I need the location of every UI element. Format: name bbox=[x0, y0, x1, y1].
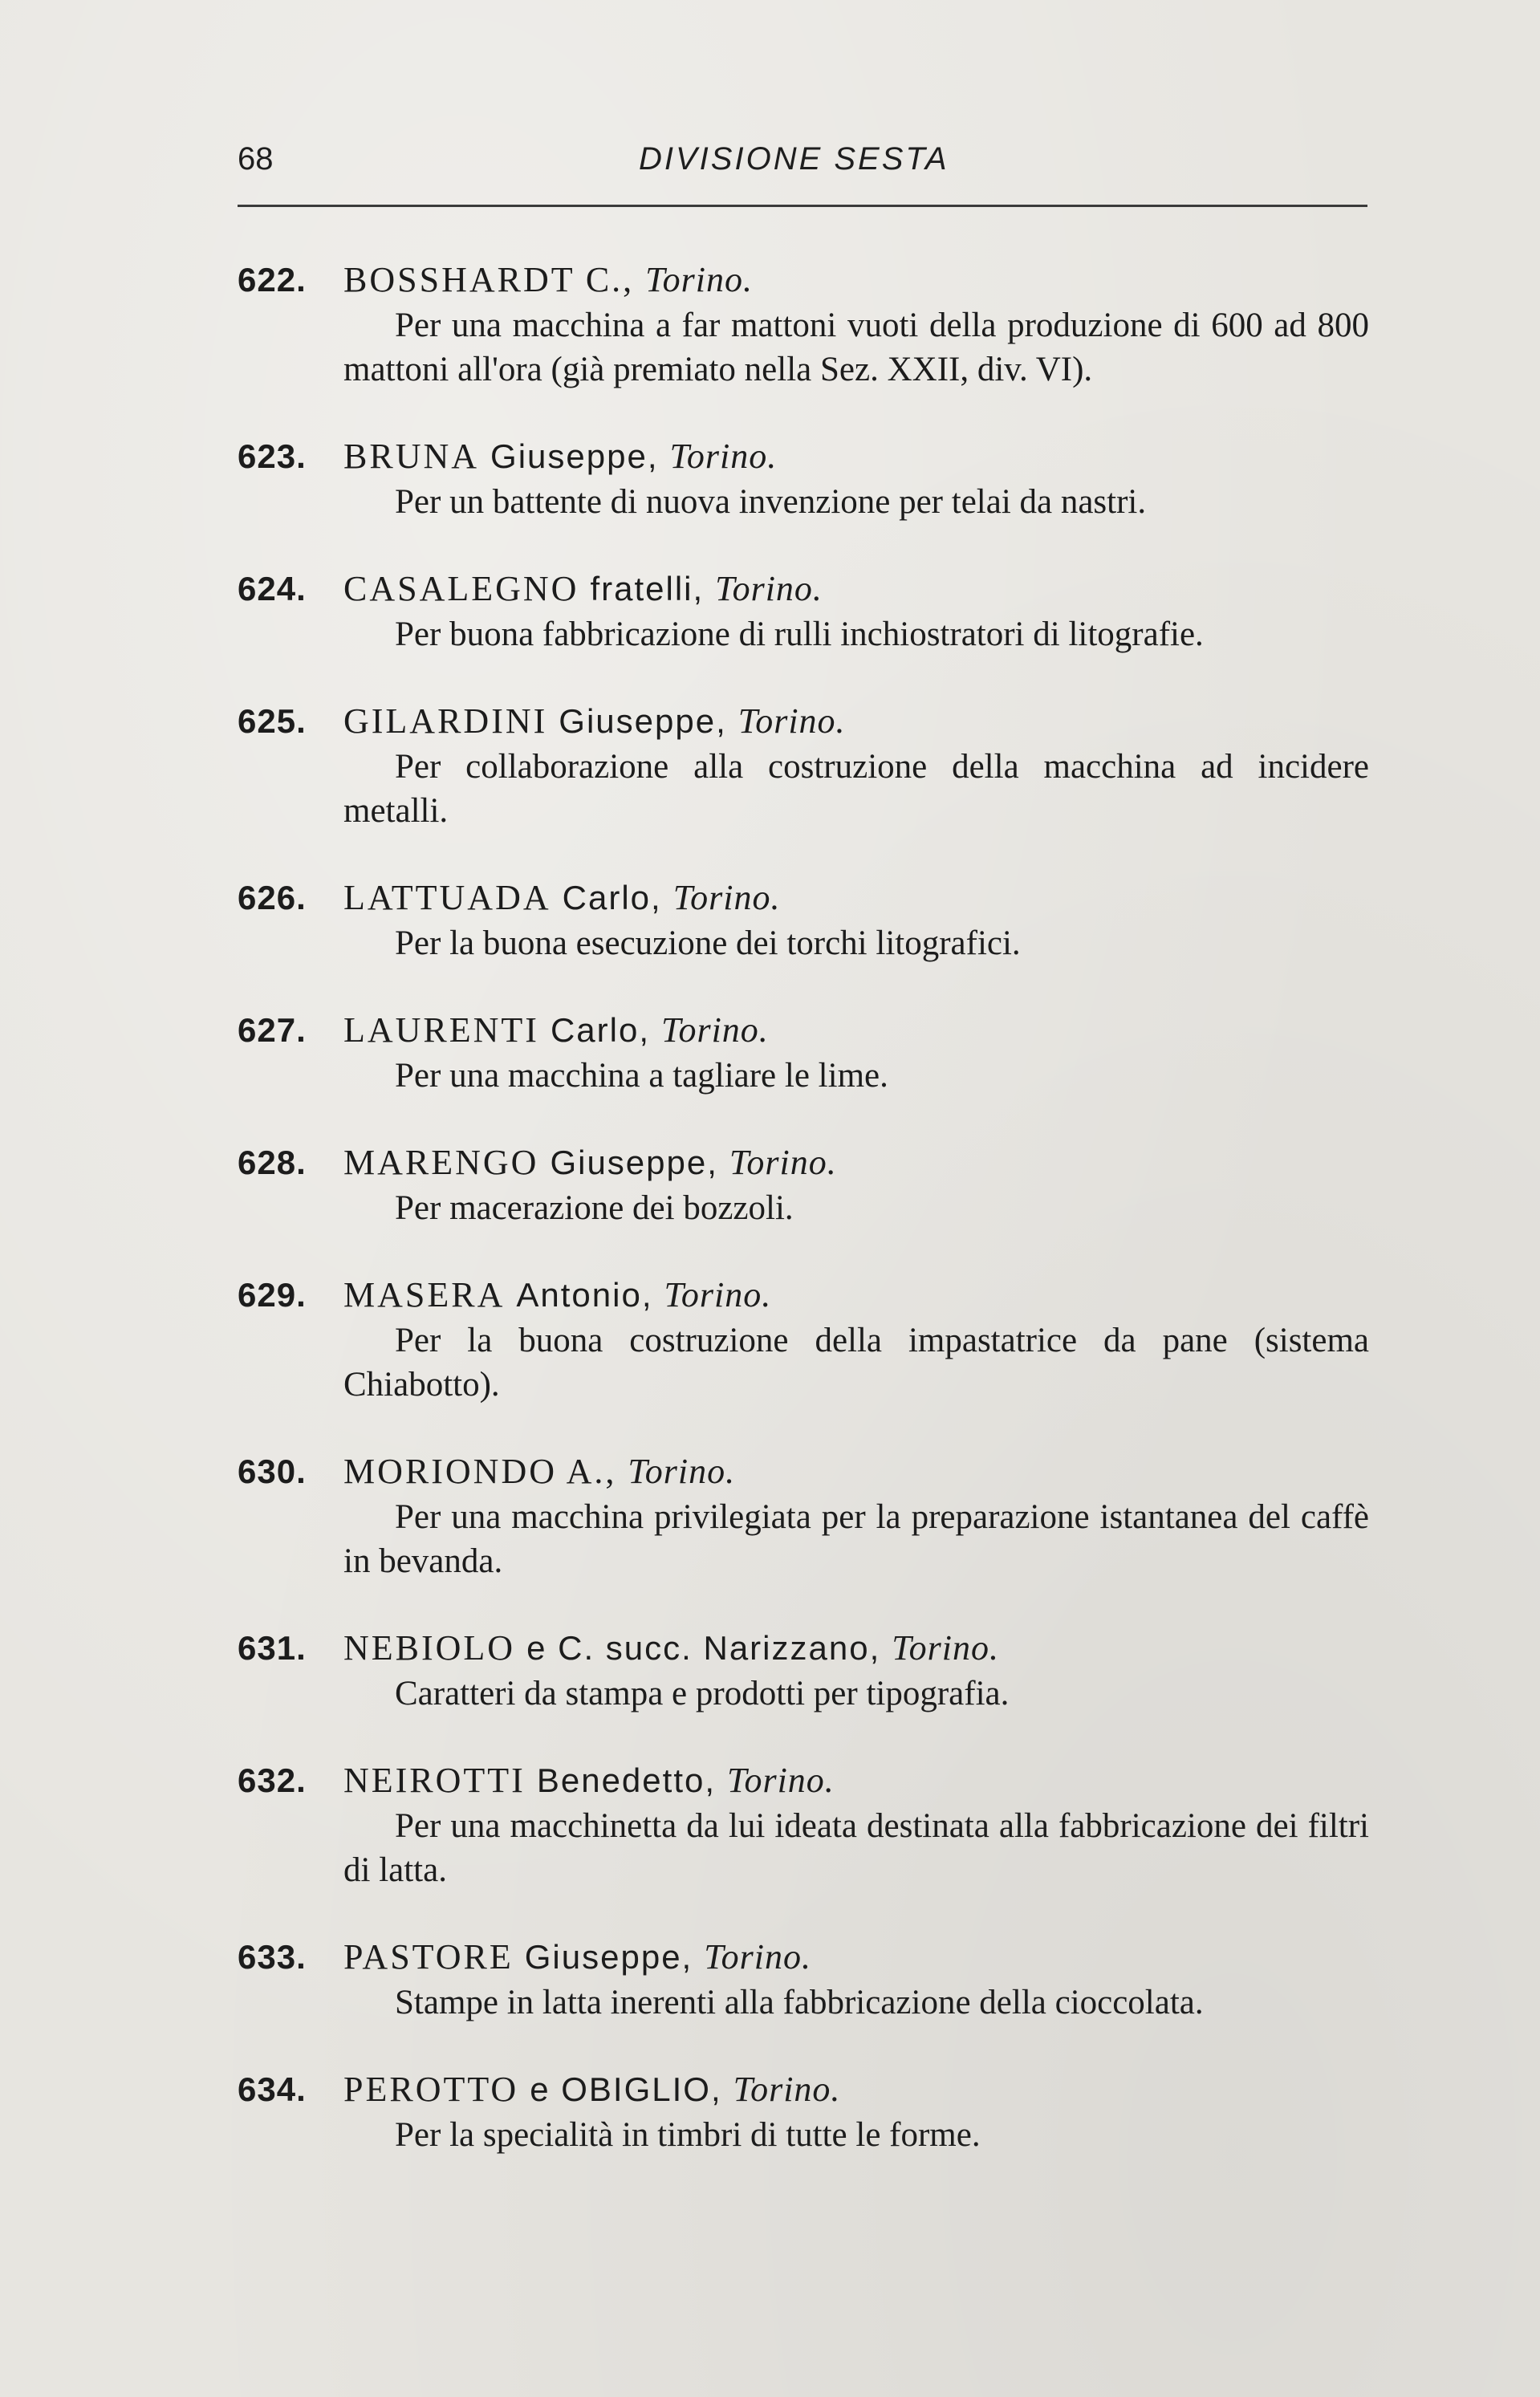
entry-description: Per una macchina a far mattoni vuoti della produzione di 600 ad 800 mattoni all'ora (già premiato nella Sez. XXII, div. VI). bbox=[343, 307, 1369, 388]
entry-name: NEBIOLO bbox=[343, 1628, 516, 1668]
entry-city: Torino. bbox=[669, 437, 778, 476]
entry-description: Per la specialità in timbri di tutte le forme. bbox=[395, 2116, 981, 2154]
entry-name: MARENGO bbox=[343, 1143, 539, 1182]
entry-name: GILARDINI bbox=[343, 701, 548, 741]
entry-heading bbox=[238, 1759, 1369, 1802]
entry-description: Per la buona costruzione della impastatrice da pane (sistema Chiabotto). bbox=[343, 1322, 1369, 1404]
entry-city: Torino. bbox=[645, 260, 753, 299]
entry-city: Torino. bbox=[729, 1143, 837, 1182]
list-item bbox=[238, 1627, 1369, 1716]
list-item bbox=[238, 700, 1369, 833]
entry-given-name: Antonio, bbox=[516, 1276, 653, 1314]
entry-heading bbox=[238, 700, 1369, 743]
entry-number: 625. bbox=[238, 702, 307, 740]
list-item bbox=[238, 1274, 1369, 1407]
entry-description: Per macerazione dei bozzoli. bbox=[395, 1189, 794, 1227]
entry-given-name: e C. succ. Narizzano, bbox=[526, 1629, 881, 1667]
entry-given-name: Carlo, bbox=[562, 879, 662, 916]
entry-number: 627. bbox=[238, 1011, 307, 1049]
entry-name: MASERA bbox=[343, 1275, 506, 1314]
entry-city: Torino. bbox=[715, 569, 823, 608]
entry-city: Torino. bbox=[704, 1937, 812, 1977]
entry-number: 626. bbox=[238, 879, 307, 916]
entry-number: 622. bbox=[238, 261, 307, 299]
list-item bbox=[238, 1759, 1369, 1892]
entry-number: 628. bbox=[238, 1144, 307, 1181]
page-number: 68 bbox=[238, 141, 274, 177]
entry-name: PEROTTO bbox=[343, 2070, 519, 2109]
entry-name: LAURENTI bbox=[343, 1010, 539, 1050]
entry-number: 624. bbox=[238, 570, 307, 607]
entry-number: 632. bbox=[238, 1761, 307, 1799]
entry-description: Per la buona esecuzione dei torchi litografici. bbox=[395, 924, 1021, 962]
entry-city: Torino. bbox=[661, 1010, 769, 1050]
entry-given-name: Giuseppe, bbox=[550, 1144, 718, 1181]
entry-given-name: Giuseppe, bbox=[524, 1938, 693, 1976]
entry-city: Torino. bbox=[727, 1761, 835, 1800]
entry-heading bbox=[238, 435, 1369, 478]
entry-number: 623. bbox=[238, 437, 307, 475]
list-item bbox=[238, 1450, 1369, 1583]
entry-heading bbox=[238, 876, 1369, 920]
entry-heading bbox=[238, 1009, 1369, 1052]
entry-description: Per una macchina privilegiata per la preparazione istantanea del caffè in bevanda. bbox=[343, 1498, 1369, 1580]
entry-list bbox=[238, 258, 1369, 2200]
entry-city: Torino. bbox=[628, 1452, 736, 1491]
entry-heading bbox=[238, 2068, 1369, 2111]
entry-given-name: Carlo, bbox=[550, 1011, 651, 1049]
entry-number: 631. bbox=[238, 1629, 307, 1667]
entry-heading bbox=[238, 1936, 1369, 1979]
entry-heading bbox=[238, 258, 1369, 302]
entry-city: Torino. bbox=[664, 1275, 772, 1314]
list-item bbox=[238, 2068, 1369, 2157]
entry-name: BRUNA bbox=[343, 437, 480, 476]
list-item bbox=[238, 567, 1369, 656]
entry-name: NEIROTTI bbox=[343, 1761, 526, 1800]
entry-description: Per una macchina a tagliare le lime. bbox=[395, 1057, 888, 1095]
entry-number: 630. bbox=[238, 1452, 307, 1490]
entry-name: CASALEGNO bbox=[343, 569, 579, 608]
entry-description: Caratteri da stampa e prodotti per tipografia. bbox=[395, 1675, 1010, 1712]
entry-description: Per buona fabbricazione di rulli inchiostratori di litografie. bbox=[395, 616, 1204, 653]
list-item bbox=[238, 1009, 1369, 1098]
entry-heading bbox=[238, 567, 1369, 611]
entry-city: Torino. bbox=[733, 2070, 841, 2109]
header-rule bbox=[238, 205, 1367, 207]
entry-number: 629. bbox=[238, 1276, 307, 1314]
list-item bbox=[238, 258, 1369, 392]
entry-given-name: fratelli, bbox=[590, 570, 705, 607]
entry-description: Per una macchinetta da lui ideata destinata alla fabbricazione dei filtri di latta. bbox=[343, 1807, 1369, 1889]
entry-name: PASTORE bbox=[343, 1937, 514, 1977]
list-item bbox=[238, 876, 1369, 965]
entry-number: 633. bbox=[238, 1938, 307, 1976]
entry-given-name: Giuseppe, bbox=[490, 437, 659, 475]
list-item bbox=[238, 1936, 1369, 2025]
entry-given-name: Giuseppe, bbox=[559, 702, 727, 740]
running-head: DIVISIONE SESTA bbox=[639, 141, 949, 177]
entry-given-name: e OBIGLIO, bbox=[530, 2070, 722, 2108]
list-item bbox=[238, 1141, 1369, 1230]
entry-number: 634. bbox=[238, 2070, 307, 2108]
list-item bbox=[238, 435, 1369, 524]
entry-heading bbox=[238, 1627, 1369, 1670]
entry-heading bbox=[238, 1450, 1369, 1493]
entry-given-name: Benedetto, bbox=[536, 1761, 717, 1799]
entry-description: Stampe in latta inerenti alla fabbricazione della cioccolata. bbox=[395, 1984, 1204, 2021]
entry-city: Torino. bbox=[892, 1628, 1000, 1668]
entry-heading bbox=[238, 1141, 1369, 1184]
page-header bbox=[238, 141, 1367, 189]
entry-description: Per collaborazione alla costruzione della macchina ad incidere metalli. bbox=[343, 748, 1369, 830]
entry-name: MORIONDO A., bbox=[343, 1452, 617, 1491]
entry-name: BOSSHARDT C., bbox=[343, 260, 635, 299]
entry-city: Torino. bbox=[737, 701, 846, 741]
entry-name: LATTUADA bbox=[343, 878, 551, 917]
entry-heading bbox=[238, 1274, 1369, 1317]
entry-city: Torino. bbox=[672, 878, 781, 917]
entry-description: Per un battente di nuova invenzione per telai da nastri. bbox=[395, 483, 1147, 521]
